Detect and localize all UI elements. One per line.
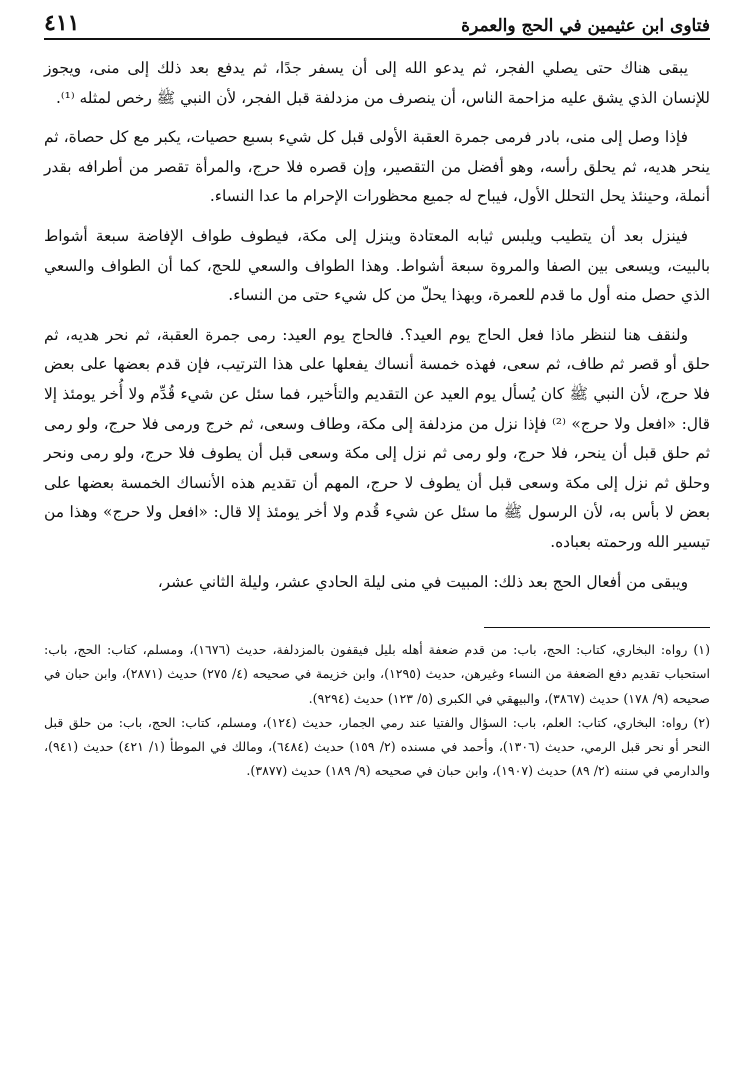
paragraph: فينزل بعد أن يتطيب ويلبس ثيابه المعتادة وينزل إلى مكة، فيطوف طواف الإفاضة سبعة أشواط بالبيت، ويسعى بين الصفا والمروة سبعة أشواط. وهذا الطواف والسعي للحج، كما أن الطواف والسعي الذي حصل منه أول ما قدم للعمرة، وبهذا يحلّ من كل شيء حتى من النساء. [44, 226, 710, 305]
paragraph: ولنقف هنا لننظر ماذا فعل الحاج يوم العيد؟. فالحاج يوم العيد: رمى جمرة العقبة، ثم نحر هديه، ثم حلق أو قصر ثم طاف، ثم سعى، فهذه خمسة أنساك يفعلها على هذا الترتيب، فإن قدم بعضها على بعض فلا حرج، لأن النبي ﷺ كان يُسأل يوم العيد عن التقديم والتأخير، فما سئل عن شيء قُدِّم ولا أُخر يومئذ إلا قال: «افعل ولا حرج» ⁽²⁾ فإذا نزل من مزدلفة إلى مكة، وطاف وسعى، ثم خرج ورمى فلا حرج، ولو رمى ثم حلق قبل أن ينحر، فلا حرج، ولو رمى ثم نزل إلى مكة وسعى قبل أن يطوف فلا حرج، ولو رمى ونحر وحلق ثم نزل إلى مكة وسعى قبل أن يطوف لا حرج، المهم أن تقديم هذه الأنساك الخمسة بعضها على بعض لا بأس به، لأن الرسول ﷺ ما سئل عن شيء قُدم ولا أخر يومئذ إلا قال: «افعل ولا حرج» وهذا من تيسير الله ورحمته بعباده. [44, 325, 710, 551]
body-text [44, 54, 710, 597]
paragraph: ويبقى من أفعال الحج بعد ذلك: المبيت في منى ليلة الحادي عشر، وليلة الثاني عشر، [157, 572, 688, 591]
header-title: فتاوى ابن عثيمين في الحج والعمرة [461, 16, 710, 36]
footnotes [44, 638, 710, 783]
footnote: (٢) رواه: البخاري، كتاب: العلم، باب: السؤال والفتيا عند رمي الجمار، حديث (١٢٤)، ومسلم، كتاب: الحج، باب: من حلق قبل النحر أو نحر قبل الرمي، حديث (١٣٠٦)، وأحمد في مسنده (٢/ ١٥٩) حديث (٦٤٨٤)، ومالك في الموطأ (١/ ٤٢١) حديث (٩٤١)، والدارمي في سننه (٢/ ٨٩) حديث (١٩٠٧)، وابن حبان في صحيحه (٩/ ١٨٩) حديث (٣٨٧٧). [44, 714, 711, 779]
document-page [44, 8, 710, 1068]
page-number: ٤١١ [44, 10, 80, 36]
paragraph: يبقى هناك حتى يصلي الفجر، ثم يدعو الله إلى أن يسفر جدًا، ثم يدفع بعد ذلك إلى منى، ويجوز للإنسان الذي يشق عليه مزاحمة الناس، أن ينصرف من مزدلفة قبل الفجر، لأن النبي ﷺ رخص لمثله ⁽¹⁾. [44, 59, 710, 107]
footnote-separator [484, 627, 710, 628]
footnote: (١) رواه: البخاري، كتاب: الحج، باب: من قدم ضعفة أهله بليل فيقفون بالمزدلفة، حديث (١٦٧٦)، ومسلم، كتاب: الحج، باب: استحباب تقديم دفع الضعفة من النساء وغيرهن، حديث (١٢٩٥)، وابن خزيمة في صحيحه (٤/ ٢٧٥) حديث (٢٨٧١)، وابن حبان في صحيحه (٩/ ١٧٨) حديث (٣٨٦٧)، والبيهقي في الكبرى (٥/ ١٢٣) حديث (٩٢٩٤). [44, 642, 711, 706]
running-header [44, 8, 710, 40]
paragraph: فإذا وصل إلى منى، بادر فرمى جمرة العقبة الأولى قبل كل شيء بسبع حصيات، يكبر مع كل حصاة، ثم ينحر هديه، ثم يحلق رأسه، وهو أفضل من التقصير، وإن قصره فلا حرج، والمرأة تقصر من أطرافه بقدر أنملة، وحينئذ يحل التحلل الأول، فيباح له جميع محظورات الإحرام ما عدا النساء. [44, 128, 710, 206]
